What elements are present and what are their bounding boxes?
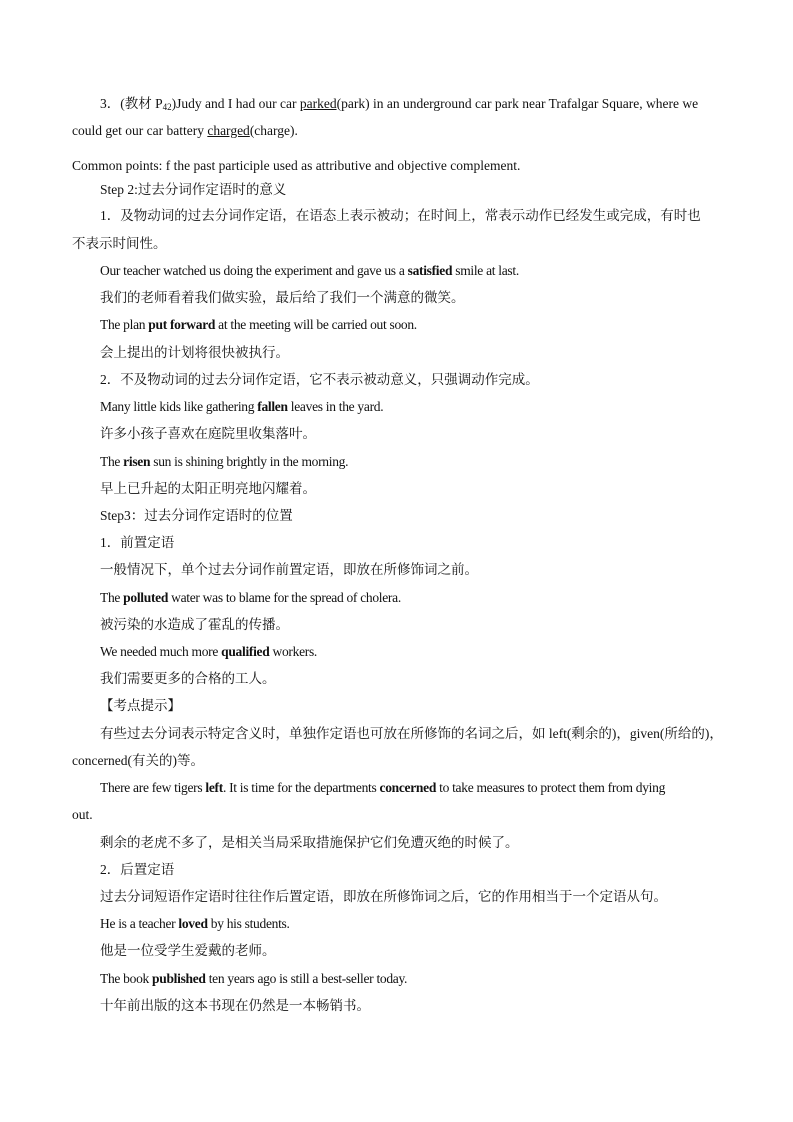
example-sentence: The risen sun is shining brightly in the morning.: [100, 454, 349, 469]
example-translation: 许多小孩子喜欢在庭院里收集落叶。: [100, 426, 316, 441]
example-translation: 我们的老师看着我们做实验，最后给了我们一个满意的微笑。: [100, 290, 465, 305]
step3-heading: Step3：过去分词作定语时的位置: [100, 508, 293, 523]
example-sentence: There are few tigers left. It is time for the departments concerned to take measures to protect them from dying: [100, 780, 666, 795]
item-number: 3．: [100, 96, 121, 111]
example-sentence: Many little kids like gathering fallen leaves in the yard.: [100, 399, 384, 414]
example-sentence: The book published ten years ago is still a best-seller today.: [100, 971, 408, 986]
example-sentence: The plan put forward at the meeting will be carried out soon.: [100, 317, 417, 332]
example-translation: 会上提出的计划将很快被执行。: [100, 345, 289, 360]
example-sentence: The polluted water was to blame for the spread of cholera.: [100, 590, 401, 605]
example-sentence: We needed much more qualified workers.: [100, 644, 317, 659]
example-translation: 被污染的水造成了霍乱的传播。: [100, 617, 289, 632]
step2-point1-line2: 不表示时间性。: [72, 236, 167, 251]
exam-tip-line2: concerned(有关的)等。: [72, 753, 204, 768]
example-translation: 十年前出版的这本书现在仍然是一本畅销书。: [100, 998, 370, 1013]
example-sentence: He is a teacher loved by his students.: [100, 916, 290, 931]
exam-tip-heading: 【考点提示】: [100, 698, 181, 713]
step3-rule-1: 一般情况下，单个过去分词作前置定语，即放在所修饰词之前。: [100, 562, 478, 577]
textbook-reference: (教材 $P_{42}$): [120, 96, 177, 112]
exam-tip-line1: 有些过去分词表示特定含义时，单独作定语也可放在所修饰的名词之后，如 left(剩余的)，given(所给的)，: [100, 726, 723, 741]
step3-subheading-2: 2．后置定语: [100, 862, 175, 877]
step2-point1-line1: 1．及物动词的过去分词作定语，在语态上表示被动；在时间上，常表示动作已经发生或完成，有时也: [100, 208, 701, 223]
example-sentence: Our teacher watched us doing the experiment and gave us a satisfied smile at last.: [100, 263, 519, 278]
example-translation: 我们需要更多的合格的工人。: [100, 671, 276, 686]
step3-subheading-1: 1．前置定语: [100, 535, 175, 550]
example-translation: 剩余的老虎不多了，是相关当局采取措施保护它们免遭灭绝的时候了。: [100, 835, 519, 850]
example-translation: 早上已升起的太阳正明亮地闪耀着。: [100, 481, 316, 496]
item-3-line-1: 3．(教材 $P_{42})Judy$ and I had our car parked(park) in an underground car park near Trafalgar Square, where we: [100, 96, 699, 112]
answer-parked: parked: [299, 96, 337, 111]
common-points: Common points: f the past participle used as attributive and objective complement.: [72, 158, 521, 173]
step2-heading: Step 2:过去分词作定语时的意义: [100, 182, 287, 197]
step3-rule-2: 过去分词短语作定语时往往作后置定语，即放在所修饰词之后，它的作用相当于一个定语从句。: [100, 889, 667, 904]
item-3-line-2: could get our car battery charged(charge).: [72, 123, 298, 138]
answer-charged: charged: [207, 123, 250, 138]
example-translation: 他是一位受学生爱戴的老师。: [100, 943, 276, 958]
step2-point2: 2．不及物动词的过去分词作定语，它不表示被动意义，只强调动作完成。: [100, 372, 539, 387]
example-sentence-continued: out.: [72, 807, 93, 822]
